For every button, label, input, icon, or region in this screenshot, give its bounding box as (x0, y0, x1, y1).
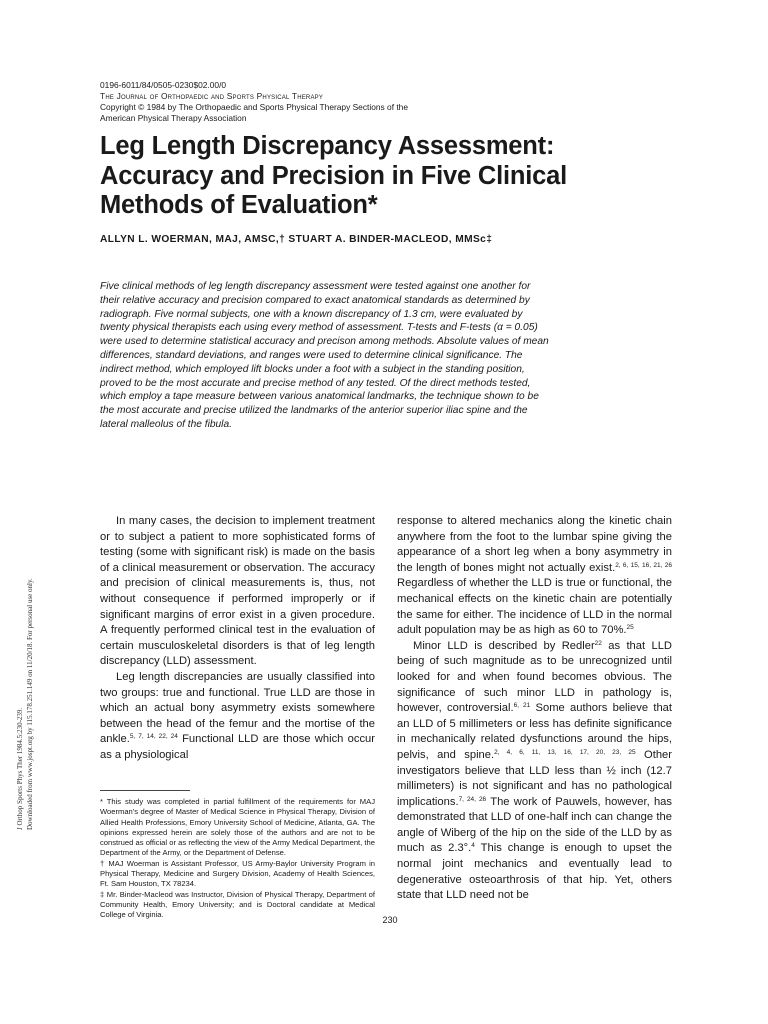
copyright-line-2: American Physical Therapy Association (100, 113, 247, 123)
title-line-1: Leg Length Discrepancy Assessment: (100, 132, 555, 160)
citation-superscript: 25 (626, 624, 634, 632)
journal-name: The Journal of Orthopaedic and Sports Physical Therapy (100, 91, 324, 101)
citation-superscript: 2, 6, 15, 16, 21, 26 (615, 561, 672, 569)
footnotes (100, 797, 375, 921)
author-line: ALLYN L. WOERMAN, MAJ, AMSC,† STUART A. BINDER-MACLEOD, MMSc‡ (100, 234, 493, 245)
abstract: Five clinical methods of leg length discrepancy assessment were tested against one another for their relative accuracy and precision compared to exact anatomical standards as determined by radiograph. Five normal subjects, one with a known discrepancy of 1.3 cm, were evaluated by twenty physical therapists each using every method of assessment. T-tests and F-tests (α = 0.05) were used to determine statistical accuracy and precison among methods. Absolute values of mean differences, standard deviations, and ranges were used to determine clinical significance. The indirect method, which employed lift blocks under a foot with a subject in the standing position, proved to be the most accurate and precise method of any tested. Of the direct methods tested, which employ a tape measure between various anatomical landmarks, the technique shown to be the most accurate and precise utilized the landmarks of the anterior superior iliac spine and the lateral malleolus of the fibula. (100, 281, 549, 430)
body-column-right (397, 514, 672, 904)
citation-superscript: 2, 4, 6, 11, 13, 16, 17, 20, 23, 25 (494, 748, 636, 756)
footnote-2: † MAJ Woerman is Assistant Professor, US Army-Baylor University Program in Physical Therapy, Medicine and Surgery Division, Academy of Health Sciences, Ft. Sam Houston, TX 78234. (100, 858, 375, 889)
body-column-left (100, 514, 375, 764)
article-header-meta (100, 80, 660, 124)
citation-superscript: 5, 7, 14, 22, 24 (129, 733, 178, 741)
text-run: Regardless of whether the LLD is true or functional, the mechanical effects on the kinetic chain are potentially the same for either. The incidence of LLD in the normal adult population may be as high as 60 to 70%. (397, 577, 672, 637)
citation-superscript: 22 (594, 639, 602, 647)
title-line-2: Accuracy and Precision in Five Clinical (100, 161, 567, 190)
text-run: response to altered mechanics along the kinetic chain anywhere from the foot to the lumbar spine giving the appearance of a short leg when a bony asymmetry in the length of bones might not actually exist. (397, 515, 672, 574)
citation-superscript: 4 (471, 842, 475, 850)
download-line: Downloaded from www.jospt.org by 115.178.251.149 on 11/20/18. For personal use only. (26, 578, 34, 830)
article-title (100, 132, 700, 221)
text-run: Some authors believe that an LLD of 5 millimeters or less has definite significance in mechanically related dysfunctions around the hips, pelvis, and spine. (397, 702, 672, 761)
text-run: Leg length discrepancies are usually classified into two groups: true and functional. True LLD are those in which an actual bony asymmetry exists somewhere between the head of the femur and the mortise of the ankle. (100, 670, 375, 746)
body-paragraph-1: In many cases, the decision to implement treatment or to subject a patient to more sophisticated forms of testing (some with significant risk) is made on the basis of a clinical measurement or observation. The accuracy and precision of clinical measurements is, thus, not without consequence if performed improperly or if significant margins of error exist in a given procedure. A frequently performed clinical test in the evaluation of certain musculoskeletal disorders is that of leg length discrepancy (LLD) assessment. (100, 515, 375, 668)
footnote-1: * This study was completed in partial fulfillment of the requirements for MAJ Woerman's degree of Master of Medical Science in Physical Therapy, Division of Allied Health Professions, Emory University School of Medicine, Atlanta, GA. The opinions expressed herein are solely those of the authors and are not to be construed as official or as reflecting the view of the Army Medical Department, the Department of the Army, or the Department of Defense. (100, 797, 375, 858)
footnote-3: ‡ Mr. Binder-Macleod was Instructor, Division of Physical Therapy, Department of Community Health, Emory University; and is Doctoral candidate at Medical College of Virginia. (100, 889, 375, 920)
citation-superscript: 7, 24, 26 (458, 795, 487, 803)
citation-superscript: 6, 21 (513, 702, 531, 710)
title-line-3: Methods of Evaluation* (100, 191, 378, 219)
citation-line: J Orthop Sports Phys Ther 1984.5:230-239. (16, 707, 24, 830)
text-run: This change is enough to upset the normal joint mechanics and eventually lead to degenerative osteoarthrosis of that hip. Yet, others state that LLD need not be (397, 842, 672, 902)
body-paragraph-2-continued (397, 514, 672, 639)
text-run: Minor LLD is described by Redler (413, 639, 595, 652)
body-paragraph-2 (100, 670, 375, 764)
text-run: The work of Pauwels, however, has demonstrated that LLD of one-half inch can change the angle of Wiberg of the hip on the side of the LLD by as much as 2.3°. (397, 795, 672, 855)
text-run: as that LLD being of such magnitude as to be unrecognized until looked for and when found becomes obvious. The significance of such minor LLD in pathology is, however, controversial. (397, 639, 672, 715)
body-paragraph-3 (397, 639, 672, 904)
article-code: 0196-6011/84/0505-0230$02.00/0 (100, 80, 227, 90)
page-number: 230 (382, 915, 398, 925)
copyright-line-1: Copyright © 1984 by The Orthopaedic and Sports Physical Therapy Sections of the (100, 102, 409, 112)
text-run: Other investigators believe that LLD less than ½ inch (12.7 millimeters) is not significant and has no pathological implications. (397, 748, 672, 808)
download-notice (14, 460, 44, 830)
text-run: Functional LLD are those which occur as a physiological (100, 733, 375, 761)
footnote-divider (100, 790, 190, 791)
